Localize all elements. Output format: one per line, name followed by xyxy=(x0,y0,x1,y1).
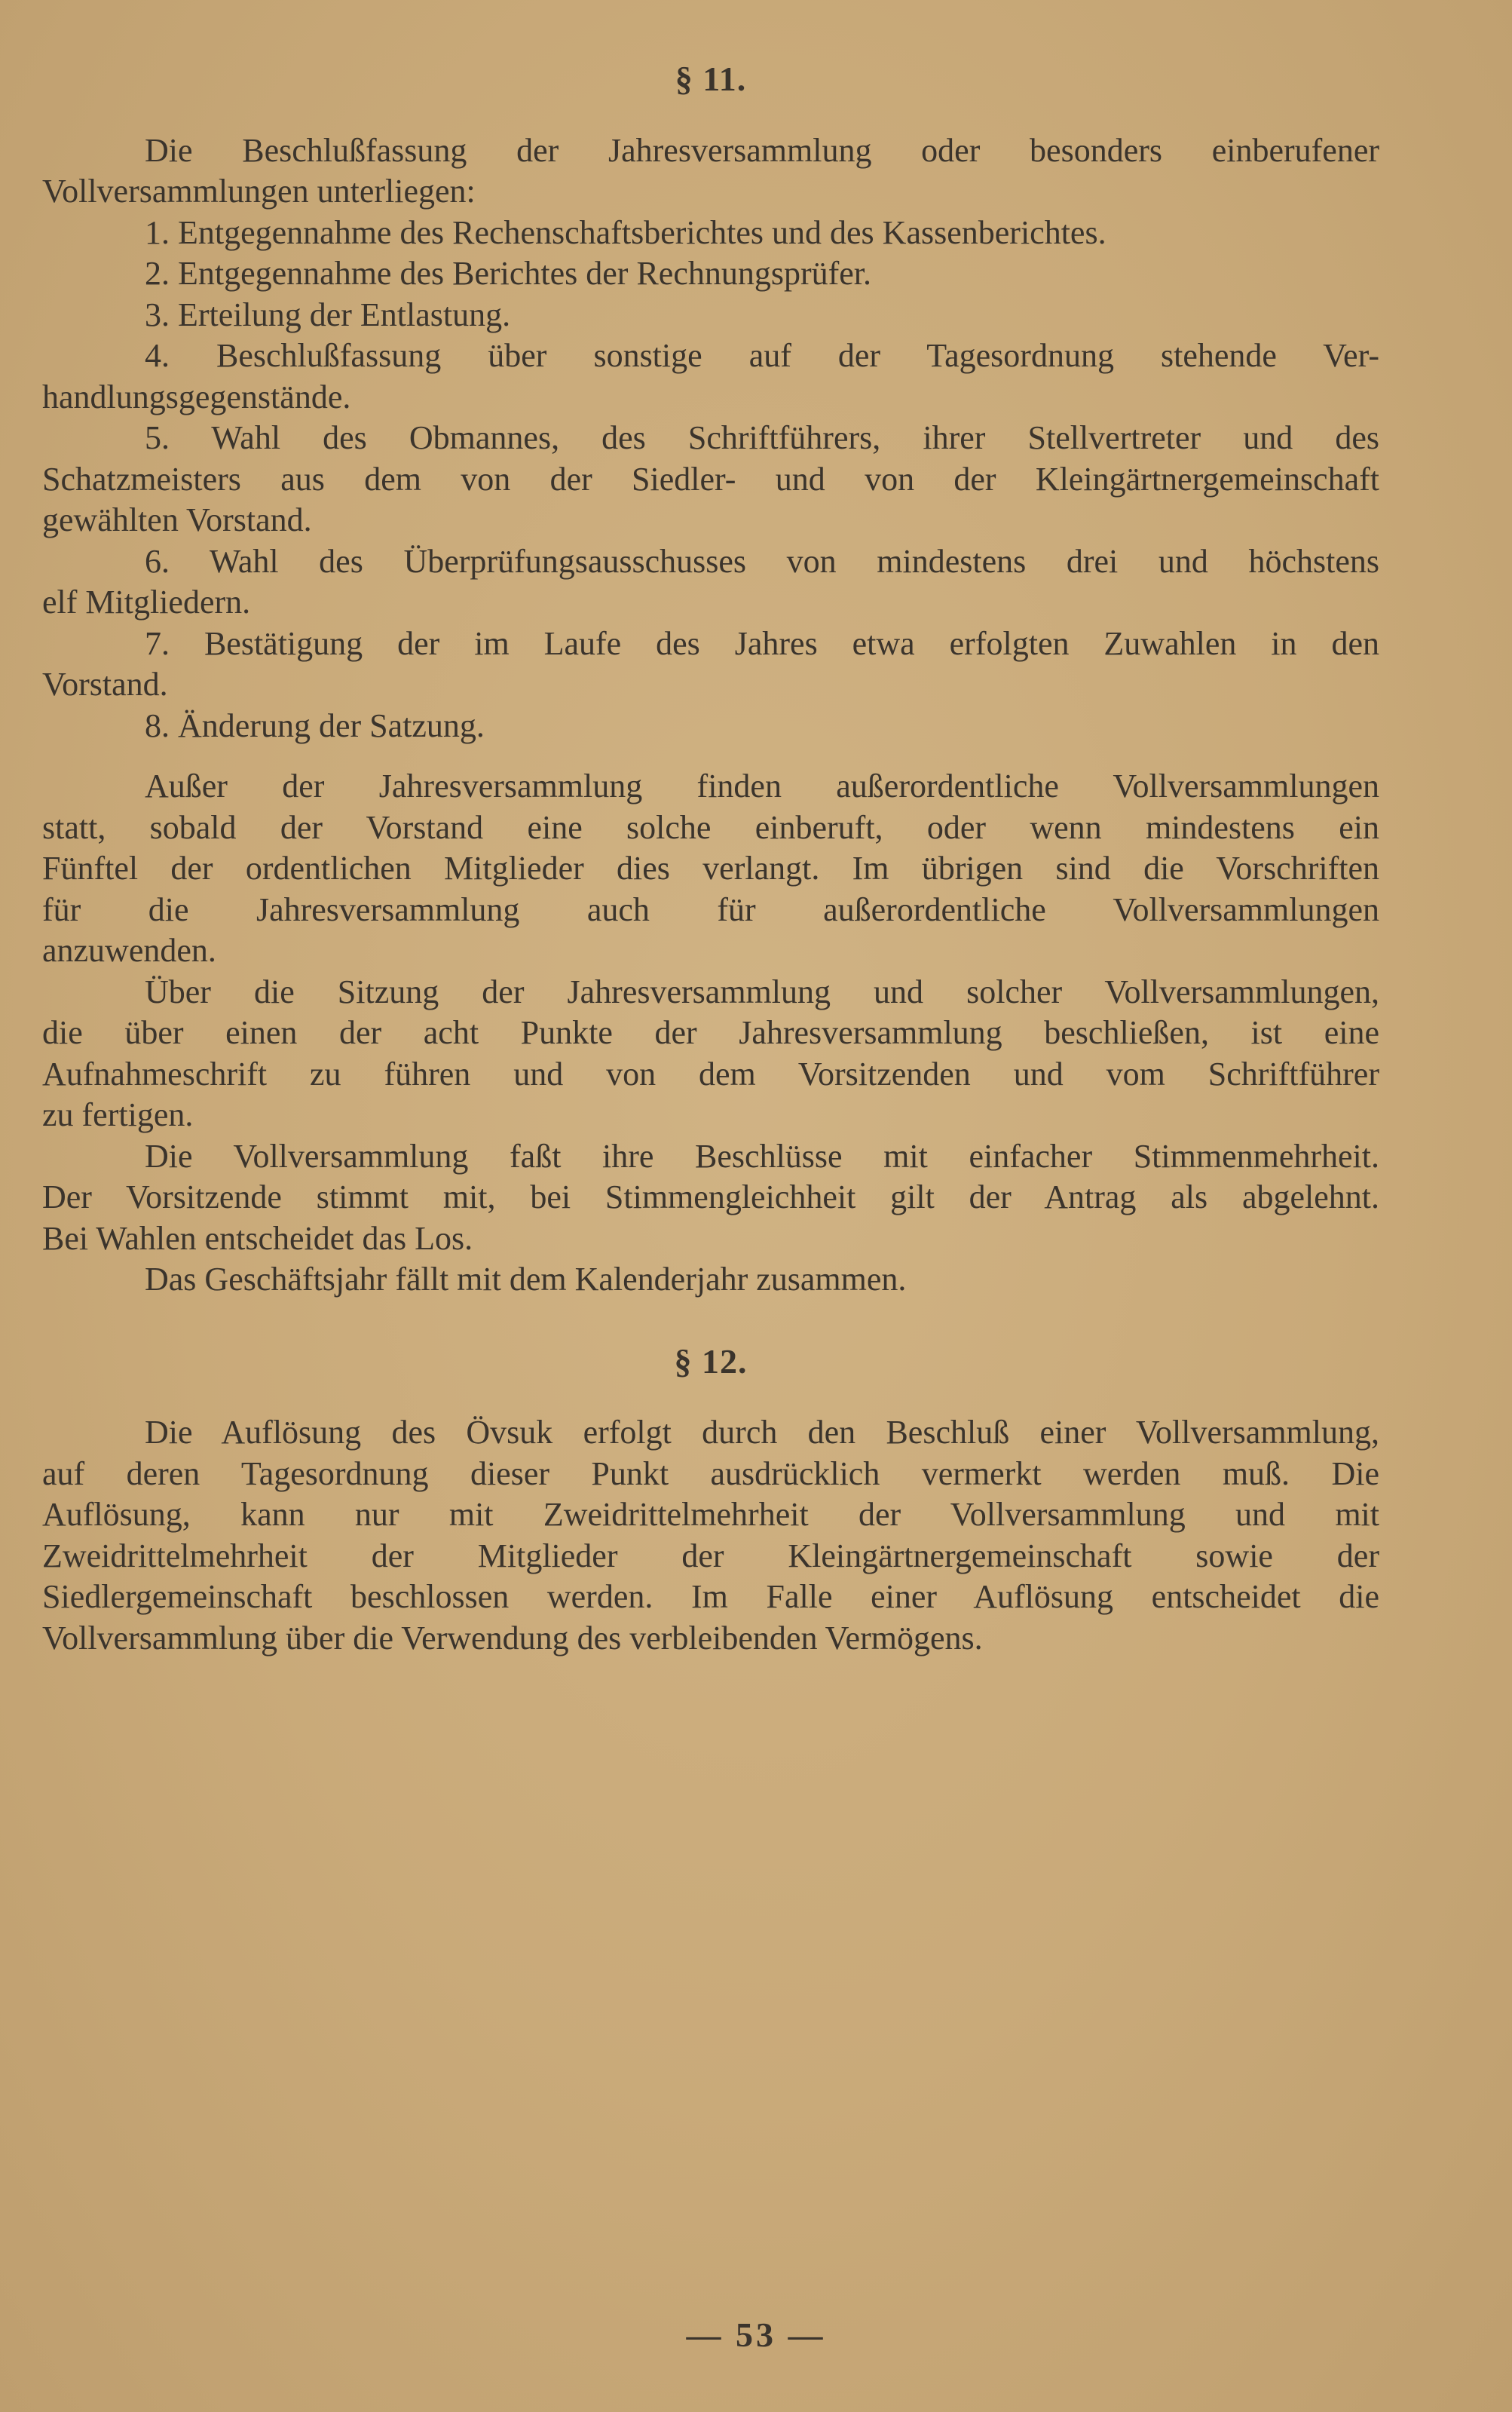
list-item-5-line-1: 5. Wahl des Obmannes, des Schriftführers, ihrer Stellvertreter und des xyxy=(145,419,1379,456)
list-item-7-line-2: Vorstand. xyxy=(42,666,168,703)
paragraph-line: statt, sobald der Vorstand eine solche einberuft, oder wenn mindestens ein xyxy=(42,808,1379,846)
paragraph-line: Die Vollversammlung faßt ihre Beschlüsse mit einfacher Stimmenmehrheit. xyxy=(145,1137,1379,1175)
paragraph-line: Auflösung, kann nur mit Zweidrittelmehrheit der Vollversammlung und mit xyxy=(42,1496,1379,1533)
paragraph-line: die über einen der acht Punkte der Jahresversammlung beschließen, ist eine xyxy=(42,1014,1379,1051)
list-item-7-line-1: 7. Bestätigung der im Laufe des Jahres etwa erfolgten Zuwahlen in den xyxy=(145,624,1379,662)
paragraph-line: Bei Wahlen entscheidet das Los. xyxy=(42,1219,473,1257)
list-item-2: 2. Entgegennahme des Berichtes der Rechnungsprüfer. xyxy=(145,255,872,292)
paragraph-line: auf deren Tagesordnung dieser Punkt ausdrücklich vermerkt werden muß. Die xyxy=(42,1454,1379,1492)
list-item-3: 3. Erteilung der Entlastung. xyxy=(145,296,511,333)
section-11-heading: § 11. xyxy=(675,60,747,98)
paragraph-line: Außer der Jahresversammlung finden außerordentliche Vollversammlungen xyxy=(145,768,1379,805)
list-item-5-line-3: gewählten Vorstand. xyxy=(42,501,312,538)
paragraph-dissolution xyxy=(42,1412,1379,1659)
paragraph-line: Siedlergemeinschaft beschlossen werden. Im Falle einer Auflösung entscheidet die xyxy=(42,1578,1379,1615)
paragraph-line: Der Vorsitzende stimmt mit, bei Stimmengleichheit gilt der Antrag als abgelehnt. xyxy=(42,1178,1379,1215)
paragraph-minutes xyxy=(42,972,1379,1136)
paragraph-line: Vollversammlung über die Verwendung des verbleibenden Vermögens. xyxy=(42,1619,983,1657)
section-11-intro-line-1: Die Beschlußfassung der Jahresversammlung oder besonders einberufener xyxy=(145,131,1379,169)
section-12-heading: § 12. xyxy=(674,1341,748,1381)
paragraph-line: für die Jahresversammlung auch für außerordentliche Vollversammlungen xyxy=(42,890,1379,928)
paragraph-fiscal-year xyxy=(42,1259,1379,1301)
list-item-6-line-2: elf Mitgliedern. xyxy=(42,584,251,621)
paragraph-voting xyxy=(42,1136,1379,1260)
paragraph-line: Aufnahmeschrift zu führen und von dem Vorsitzenden und vom Schriftführer xyxy=(42,1055,1379,1093)
list-item-8: 8. Änderung der Satzung. xyxy=(145,706,485,744)
paragraph-line: Das Geschäftsjahr fällt mit dem Kalenderjahr zusammen. xyxy=(145,1261,907,1298)
paragraph-line: anzuwenden. xyxy=(42,932,216,969)
list-item-5-line-2: Schatzmeisters aus dem von der Siedler- und von der Kleingärtnergemeinschaft xyxy=(42,460,1379,498)
list-item-4-line-1: 4. Beschlußfassung über sonstige auf der Tagesordnung stehende Ver- xyxy=(145,337,1379,374)
section-11-list xyxy=(42,213,1379,747)
paragraph-line: Fünftel der ordentlichen Mitglieder dies verlangt. Im übrigen sind die Vorschriften xyxy=(42,850,1379,887)
paragraph-line: Über die Sitzung der Jahresversammlung und solcher Vollversammlungen, xyxy=(145,973,1379,1010)
page-number: — 53 — xyxy=(686,2315,826,2354)
list-item-6-line-1: 6. Wahl des Überprüfungsausschusses von mindestens drei und höchstens xyxy=(145,542,1379,580)
list-item-4-line-2: handlungsgegenstände. xyxy=(42,378,351,415)
text-body xyxy=(42,59,1379,1659)
paragraph-extraordinary-meetings xyxy=(42,766,1379,972)
list-item-1: 1. Entgegennahme des Rechenschaftsberichtes und des Kassenberichtes. xyxy=(145,213,1106,251)
section-11-intro-line-2: Vollversammlungen unterliegen: xyxy=(42,173,476,210)
paragraph-line: Zweidrittelmehrheit der Mitglieder der Kleingärtnergemeinschaft sowie der xyxy=(42,1537,1379,1574)
paragraph-line: Die Auflösung des Övsuk erfolgt durch den Beschluß einer Vollversammlung, xyxy=(145,1414,1379,1451)
paragraph-line: zu fertigen. xyxy=(42,1096,194,1133)
